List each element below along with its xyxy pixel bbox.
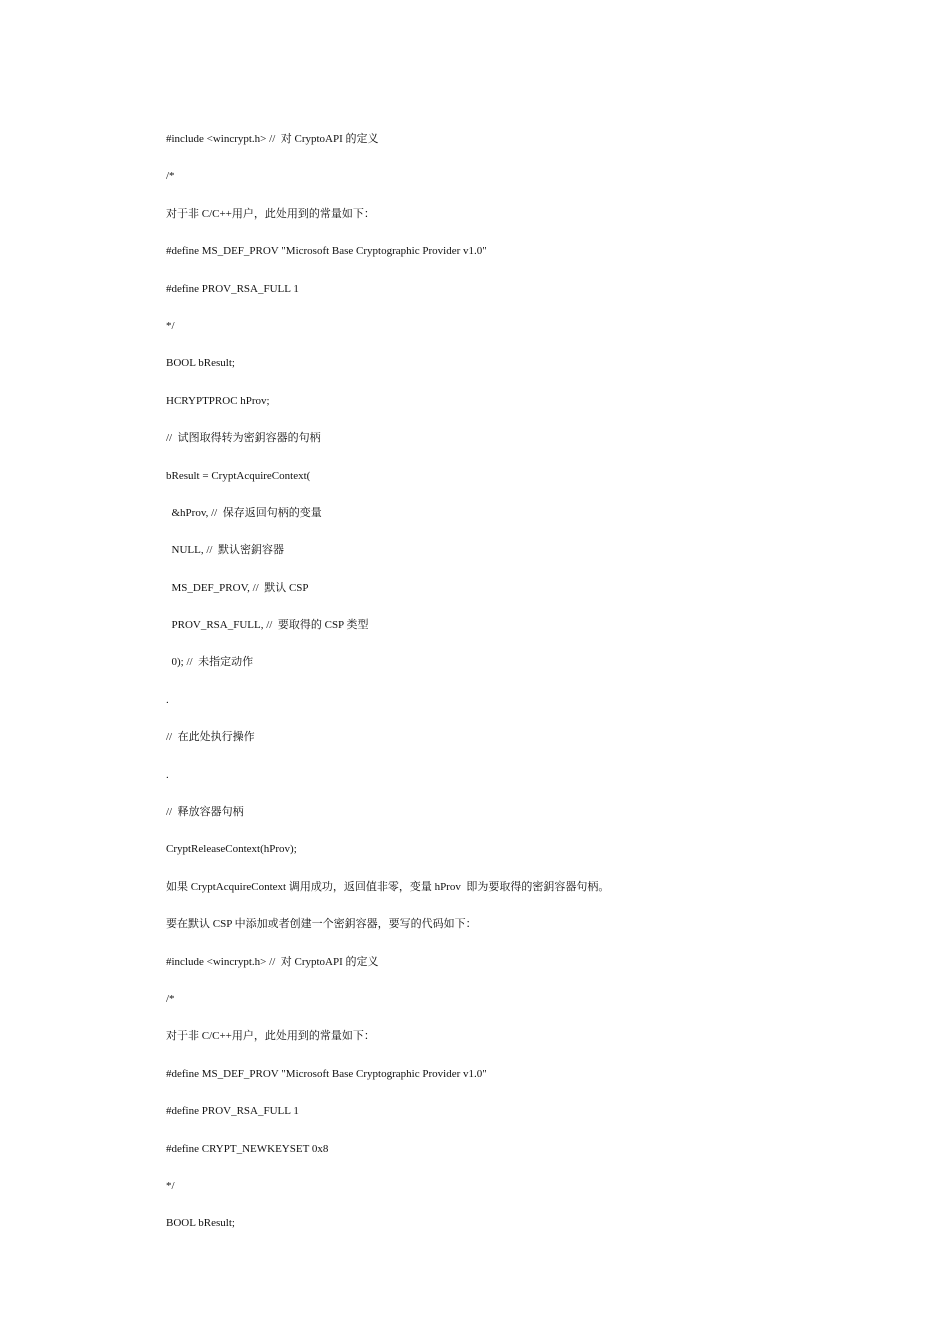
text-line: 对于非 C/C++用户，此处用到的常量如下： [166,207,375,220]
text-line: #define PROV_RSA_FULL 1 [166,1105,299,1118]
text-line: #define CRYPT_NEWKEYSET 0x8 [166,1142,329,1155]
text-line: 0); // 未指定动作 [166,656,254,669]
text-line: /* [166,170,175,183]
text-line: #include <wincrypt.h> // 对 CryptoAPI 的定义 [166,133,379,145]
text-line: . [166,768,169,781]
document-body [166,130,886,1252]
text-line: #include <wincrypt.h> // 对 CryptoAPI 的定义 [166,955,379,968]
text-line: /* [166,992,175,1005]
text-line: #define MS_DEF_PROV "Microsoft Base Cryptographic Provider v1.0" [166,1067,487,1080]
text-line: BOOL bResult; [166,1217,235,1230]
text-line: */ [166,1179,175,1192]
text-line: NULL, // 默认密鈅容器 [166,544,284,557]
text-line: 对于非 C/C++用户，此处用到的常量如下： [166,1030,375,1043]
text-line: #define MS_DEF_PROV "Microsoft Base Cryptographic Provider v1.0" [166,245,487,258]
text-line: // 试图取得转为密鈅容器的句柄 [166,432,321,445]
text-line: &hProv, // 保存返回句柄的变量 [166,506,322,519]
text-line: HCRYPTPROC hProv; [166,394,270,407]
text-line: CryptReleaseContext(hProv); [166,843,297,856]
text-line: PROV_RSA_FULL, // 要取得的 CSP 类型 [166,619,369,632]
text-line: // 在此处执行操作 [166,731,255,744]
text-line: bResult = CryptAcquireContext( [166,469,311,482]
text-line: 如果 CryptAcquireContext 调用成功，返回值非零，变量 hProv 即为要取得的密鈅容器句柄。 [166,880,610,893]
text-line: 要在默认 CSP 中添加或者创建一个密鈅容器，要写的代码如下： [166,918,477,931]
text-line: BOOL bResult; [166,357,235,370]
text-line: . [166,693,169,706]
text-line: // 释放容器句柄 [166,806,244,819]
text-line: #define PROV_RSA_FULL 1 [166,282,299,295]
text-line: */ [166,319,175,332]
text-line: MS_DEF_PROV, // 默认 CSP [166,581,309,594]
